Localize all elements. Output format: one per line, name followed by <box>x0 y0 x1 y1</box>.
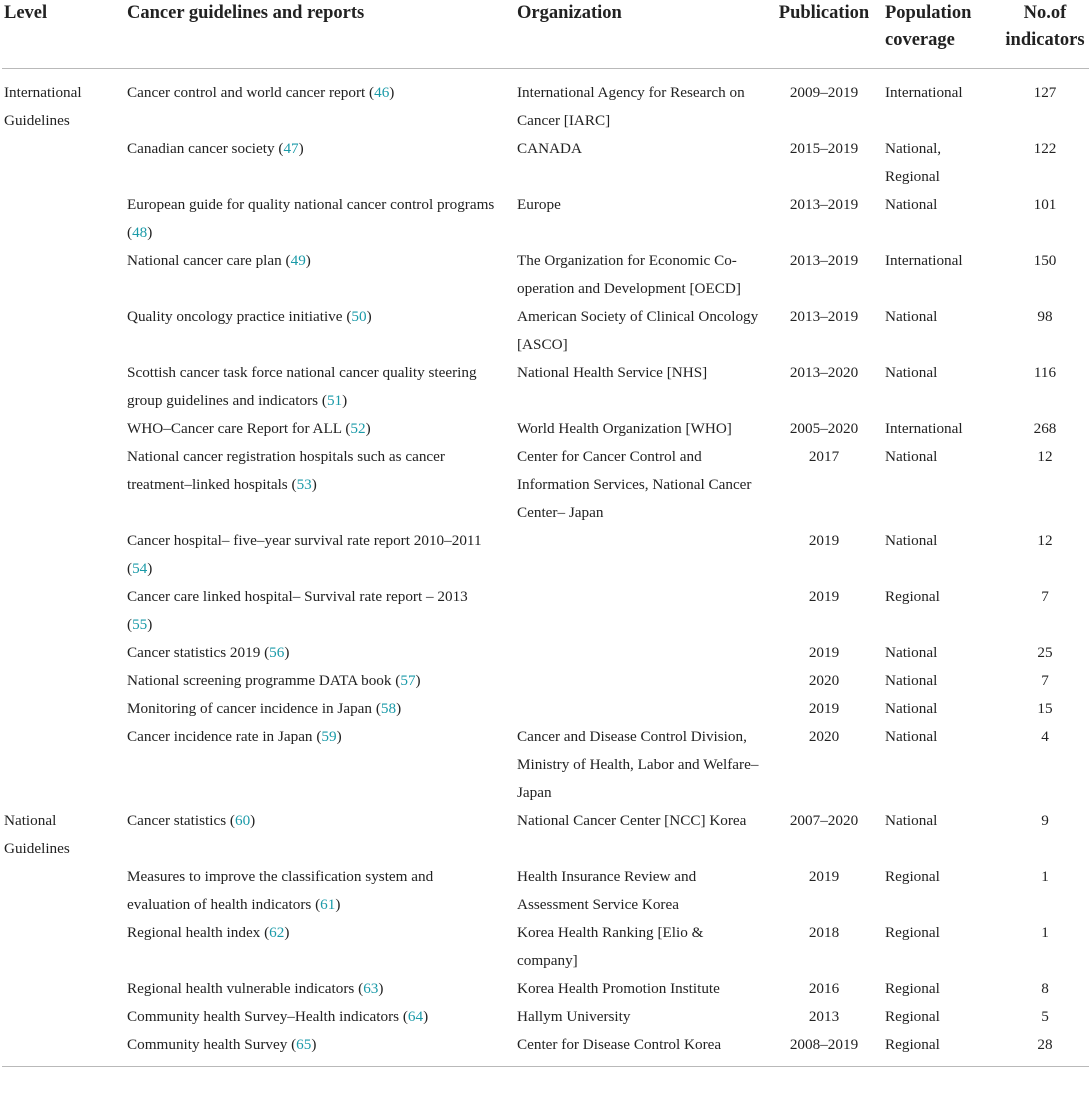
cell-population: International <box>885 84 963 101</box>
column-header-level: Level <box>2 0 125 69</box>
cell-level <box>2 583 125 639</box>
cell-organization: National Cancer Center [NCC] Korea <box>517 812 747 829</box>
cell-guideline: Regional health index (62) <box>127 924 290 941</box>
cell-organization: Cancer and Disease Control Division, Ministry of Health, Labor and Welfare–Japan <box>517 728 759 801</box>
cell-organization: Health Insurance Review and Assessment Service Korea <box>517 868 697 913</box>
cell-indicators: 8 <box>1041 980 1049 997</box>
cell-publication: 2016 <box>808 980 840 997</box>
guideline-title: National screening programme DATA book <box>127 672 392 689</box>
guideline-title: National cancer registration hospitals such as cancer treatment–linked hospitals <box>127 448 445 493</box>
cell-indicators: 1 <box>1041 924 1049 941</box>
cell-level <box>2 135 125 191</box>
cell-publication: 2019 <box>808 868 840 885</box>
table-row <box>2 527 1089 583</box>
reference-link[interactable]: 53 <box>296 476 312 493</box>
guideline-title: Community health Survey <box>127 1036 288 1053</box>
cell-indicators: 9 <box>1041 812 1049 829</box>
cell-indicators: 268 <box>1033 420 1057 437</box>
cell-population: Regional <box>885 980 940 997</box>
reference-link[interactable]: 49 <box>290 252 306 269</box>
cell-population: International <box>885 420 963 437</box>
cell-guideline: Regional health vulnerable indicators (63) <box>127 980 384 997</box>
cell-indicators: 7 <box>1041 588 1049 605</box>
cell-publication: 2008–2019 <box>765 1031 883 1067</box>
cell-population: National, Regional <box>885 140 942 185</box>
cell-publication: 2013 <box>808 1008 840 1025</box>
cell-population: National <box>885 532 938 549</box>
reference-link[interactable]: 60 <box>234 812 251 829</box>
table-row <box>2 1031 1089 1067</box>
cell-population: National <box>885 672 938 689</box>
cell-organization <box>515 527 765 583</box>
cell-publication: 2005–2020 <box>789 420 859 437</box>
cell-level <box>2 191 125 247</box>
cell-guideline: Canadian cancer society (47) <box>127 140 304 157</box>
table-row <box>2 807 1089 863</box>
cell-organization: World Health Organization [WHO] <box>517 420 732 437</box>
reference-link[interactable]: 55 <box>132 616 148 633</box>
reference-link[interactable]: 47 <box>283 140 299 157</box>
cell-indicators: 122 <box>1033 140 1057 157</box>
table-row <box>2 975 1089 1003</box>
table-body <box>2 69 1089 1067</box>
guideline-title: Cancer hospital– five–year survival rate report 2010–2011 <box>127 532 482 549</box>
cell-population: National <box>885 308 938 325</box>
cell-population: International <box>885 252 963 269</box>
table-row <box>2 639 1089 667</box>
cell-level <box>2 415 125 443</box>
guideline-title: Regional health index <box>127 924 261 941</box>
cell-organization <box>515 583 765 639</box>
cell-publication: 2013–2019 <box>789 252 859 269</box>
cell-guideline: National cancer registration hospitals such as cancer treatment–linked hospitals (53) <box>127 448 445 493</box>
table-row <box>2 303 1089 359</box>
cell-population: National <box>885 364 938 381</box>
cell-level <box>2 443 125 527</box>
cell-level <box>2 1031 125 1067</box>
reference-link[interactable]: 54 <box>132 560 148 577</box>
column-header-publication: Publication <box>765 0 883 69</box>
cell-guideline: WHO–Cancer care Report for ALL (52) <box>127 420 371 437</box>
reference-link[interactable]: 56 <box>269 644 285 661</box>
cell-level <box>2 723 125 807</box>
column-header-guideline: Cancer guidelines and reports <box>125 0 515 69</box>
cell-publication: 2013–2020 <box>789 364 859 381</box>
cell-level <box>2 527 125 583</box>
table-row <box>2 443 1089 527</box>
cell-indicators: 98 <box>1037 308 1053 325</box>
table-row <box>2 135 1089 191</box>
cell-guideline: Cancer statistics 2019 (56) <box>127 644 290 661</box>
cell-guideline: National screening programme DATA book (57) <box>127 672 421 689</box>
cell-indicators: 5 <box>1041 1008 1049 1025</box>
table-row <box>2 583 1089 639</box>
cell-population: National <box>885 644 938 661</box>
guideline-title: Monitoring of cancer incidence in Japan <box>127 700 373 717</box>
guideline-title: Canadian cancer society <box>127 140 275 157</box>
table-row <box>2 247 1089 303</box>
cell-indicators: 1 <box>1041 868 1049 885</box>
cell-level <box>2 975 125 1003</box>
column-header-population: Population coverage <box>883 0 1001 69</box>
cell-organization: Hallym University <box>517 1008 631 1025</box>
cell-publication: 2019 <box>808 588 840 605</box>
cell-guideline: Cancer care linked hospital– Survival rate report – 2013 (55) <box>127 588 468 633</box>
cell-level: National Guidelines <box>4 812 70 857</box>
cell-indicators: 116 <box>1033 364 1057 381</box>
table-row <box>2 863 1089 919</box>
guideline-title: National cancer care plan <box>127 252 282 269</box>
table-row <box>2 1003 1089 1031</box>
cell-level <box>2 863 125 919</box>
guideline-title: Community health Survey–Health indicators <box>127 1008 400 1025</box>
cell-level <box>2 695 125 723</box>
cell-publication: 2020 <box>808 672 840 689</box>
guideline-title: European guide for quality national cancer control programs <box>127 196 495 213</box>
cell-guideline: Cancer statistics (60) <box>127 812 256 829</box>
cell-organization: The Organization for Economic Co-operation and Development [OECD] <box>517 252 741 297</box>
cell-population: Regional <box>883 1031 1001 1067</box>
cell-indicators: 4 <box>1041 728 1049 745</box>
guideline-title: Measures to improve the classification system and evaluation of health indicators <box>127 868 434 913</box>
cell-population: National <box>885 700 938 717</box>
cell-population: Regional <box>885 924 940 941</box>
reference-link[interactable]: 57 <box>400 672 416 689</box>
cell-publication: 2020 <box>808 728 840 745</box>
reference-link[interactable]: 46 <box>374 84 390 101</box>
cell-level <box>2 1003 125 1031</box>
table-row <box>2 919 1089 975</box>
cell-indicators: 101 <box>1033 196 1057 213</box>
cell-publication: 2013–2019 <box>789 308 859 325</box>
table-row <box>2 723 1089 807</box>
cell-publication: 2019 <box>808 644 840 661</box>
cell-guideline: Cancer control and world cancer report (46) <box>127 84 395 101</box>
guideline-title: Cancer statistics 2019 <box>127 644 261 661</box>
reference-link[interactable]: 59 <box>321 728 337 745</box>
cell-level <box>2 639 125 667</box>
cell-level <box>2 247 125 303</box>
cell-guideline: Community health Survey (65) <box>125 1031 515 1067</box>
cell-guideline: Measures to improve the classification system and evaluation of health indicators (61) <box>127 868 434 913</box>
reference-link[interactable]: 52 <box>350 420 366 437</box>
guidelines-table <box>2 0 1089 1067</box>
cell-organization: Center for Disease Control Korea <box>515 1031 765 1067</box>
cell-guideline: Cancer incidence rate in Japan (59) <box>127 728 342 745</box>
cell-organization <box>515 695 765 723</box>
cell-level <box>2 667 125 695</box>
cell-guideline: Monitoring of cancer incidence in Japan (58) <box>127 700 402 717</box>
cell-publication: 2019 <box>808 532 840 549</box>
cell-level: International Guidelines <box>4 84 82 129</box>
reference-link[interactable]: 61 <box>320 896 336 913</box>
reference-link[interactable]: 50 <box>351 308 367 325</box>
guideline-title: Cancer statistics <box>127 812 227 829</box>
cell-publication: 2007–2020 <box>789 812 859 829</box>
cell-organization: National Health Service [NHS] <box>517 364 708 381</box>
guideline-title: WHO–Cancer care Report for ALL <box>127 420 342 437</box>
table-row <box>2 191 1089 247</box>
cell-guideline: National cancer care plan (49) <box>127 252 311 269</box>
cell-organization: CANADA <box>517 140 582 157</box>
table-row <box>2 667 1089 695</box>
cell-indicators: 127 <box>1033 84 1057 101</box>
reference-link[interactable]: 48 <box>132 224 148 241</box>
cell-organization: American Society of Clinical Oncology [ASCO] <box>517 308 759 353</box>
guideline-title: Scottish cancer task force national cancer quality steering group guidelines and indicators <box>127 364 477 409</box>
column-header-organization: Organization <box>515 0 765 69</box>
reference-link[interactable]: 64 <box>407 1008 424 1025</box>
cell-organization <box>515 667 765 695</box>
cell-publication: 2013–2019 <box>789 196 859 213</box>
cell-publication: 2017 <box>808 448 840 465</box>
cell-indicators: 7 <box>1041 672 1049 689</box>
cell-population: Regional <box>885 588 940 605</box>
guideline-title: Cancer incidence rate in Japan <box>127 728 313 745</box>
cell-guideline: Community health Survey–Health indicators (64) <box>127 1008 429 1025</box>
table-header <box>2 0 1089 69</box>
cell-population: National <box>885 812 938 829</box>
cell-organization <box>515 639 765 667</box>
reference-link[interactable]: 65 <box>296 1036 312 1053</box>
table-row <box>2 69 1089 136</box>
table-row <box>2 415 1089 443</box>
guideline-title: Quality oncology practice initiative <box>127 308 343 325</box>
cell-guideline: Scottish cancer task force national cancer quality steering group guidelines and indicators (51) <box>127 364 477 409</box>
column-header-indicators: No.of indicators <box>1001 0 1089 69</box>
cell-indicators: 25 <box>1037 644 1053 661</box>
cell-guideline: Cancer hospital– five–year survival rate report 2010–2011 (54) <box>127 532 482 577</box>
cell-publication: 2018 <box>808 924 840 941</box>
cell-indicators: 15 <box>1037 700 1053 717</box>
cell-population: National <box>885 728 938 745</box>
cell-population: Regional <box>885 868 940 885</box>
cell-guideline: European guide for quality national cancer control programs (48) <box>127 196 495 241</box>
cell-level <box>2 359 125 415</box>
table-row <box>2 695 1089 723</box>
cell-guideline: Quality oncology practice initiative (50) <box>127 308 372 325</box>
reference-link[interactable]: 58 <box>380 700 397 717</box>
cell-indicators: 150 <box>1033 252 1057 269</box>
header-row <box>2 0 1089 69</box>
reference-link[interactable]: 51 <box>326 392 343 409</box>
cell-level <box>2 303 125 359</box>
table-row <box>2 359 1089 415</box>
cell-indicators: 12 <box>1037 532 1053 549</box>
cell-organization: Korea Health Promotion Institute <box>517 980 720 997</box>
guideline-title: Cancer care linked hospital– Survival rate report – 2013 <box>127 588 468 605</box>
cell-population: Regional <box>885 1008 940 1025</box>
cell-level <box>2 919 125 975</box>
cell-organization: Center for Cancer Control and Information Services, National Cancer Center– Japan <box>517 448 752 521</box>
cell-population: National <box>885 448 938 465</box>
guideline-title: Regional health vulnerable indicators <box>127 980 355 997</box>
reference-link[interactable]: 63 <box>363 980 379 997</box>
guideline-title: Cancer control and world cancer report <box>127 84 366 101</box>
cell-organization: Korea Health Ranking [Elio & company] <box>517 924 704 969</box>
cell-publication: 2019 <box>808 700 840 717</box>
cell-publication: 2015–2019 <box>789 140 859 157</box>
cell-organization: International Agency for Research on Cancer [IARC] <box>517 84 745 129</box>
cell-population: National <box>885 196 938 213</box>
cell-indicators: 12 <box>1037 448 1053 465</box>
cell-indicators: 28 <box>1001 1031 1089 1067</box>
cell-organization: Europe <box>517 196 561 213</box>
reference-link[interactable]: 62 <box>269 924 285 941</box>
cell-publication: 2009–2019 <box>789 84 859 101</box>
